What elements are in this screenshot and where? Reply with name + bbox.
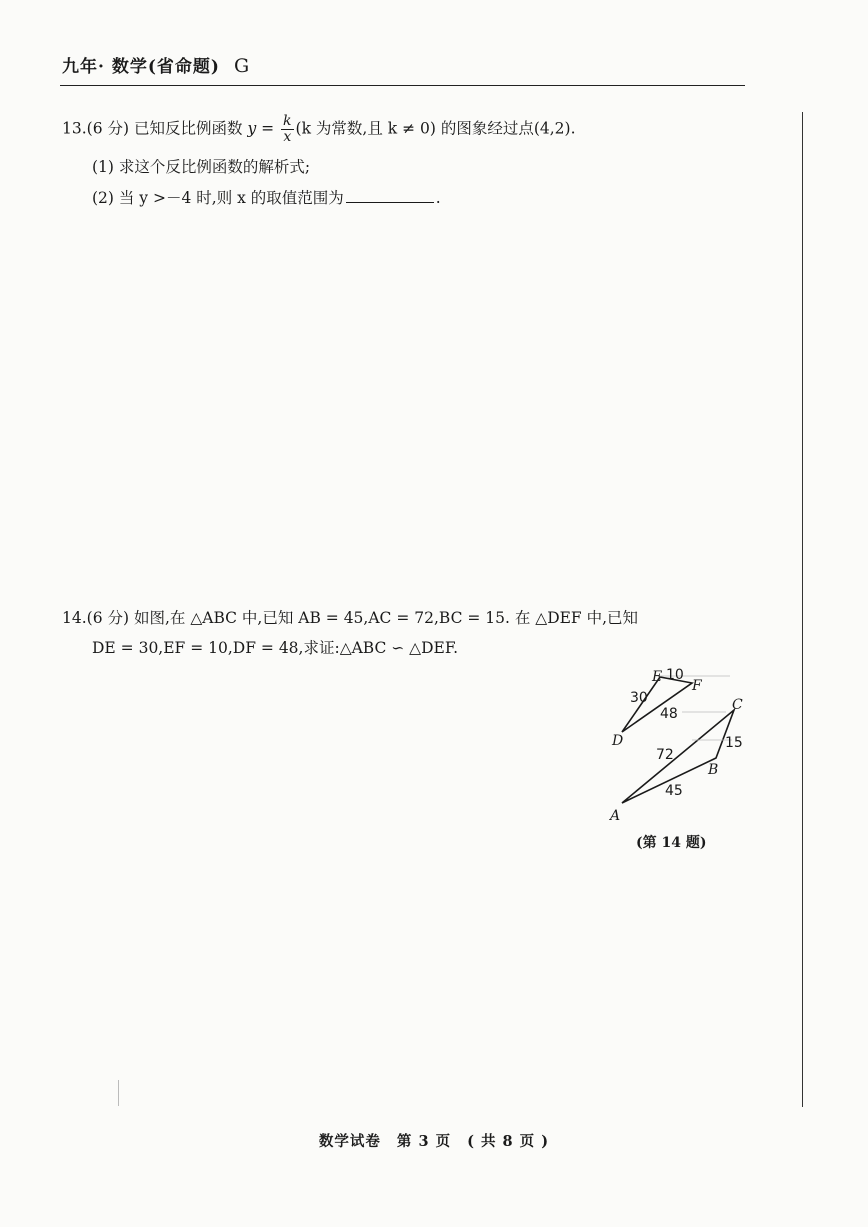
header-letter: G bbox=[233, 55, 251, 77]
side-label-de: 30 bbox=[630, 690, 648, 706]
point-label-b: B bbox=[708, 762, 719, 778]
side-label-ab: 45 bbox=[665, 783, 683, 799]
point-label-d: D bbox=[612, 733, 624, 749]
question-13-condition: (k 为常数,且 k ≠ 0) 的图象经过点(4,2). bbox=[295, 119, 576, 138]
question-13-score: (6 分) bbox=[86, 119, 130, 138]
header-rule bbox=[60, 85, 745, 86]
header-title: 九年· 数学(省命题) bbox=[62, 57, 220, 77]
question-13-part-1: (1) 求这个反比例函数的解析式; bbox=[92, 158, 311, 176]
side-label-df: 48 bbox=[660, 706, 678, 722]
page-header bbox=[62, 52, 250, 77]
question-13-stem-prefix: 已知反比例函数 bbox=[133, 119, 243, 138]
point-label-e: E bbox=[652, 669, 663, 685]
question-14-line-2: DE = 30,EF = 10,DF = 48,求证:△ABC ∽ △DEF. bbox=[92, 639, 459, 657]
side-label-ef: 10 bbox=[666, 667, 684, 683]
point-label-f: F bbox=[692, 678, 702, 694]
footer-subject: 数学试卷 bbox=[318, 1133, 381, 1150]
margin-rule bbox=[802, 112, 803, 1107]
side-label-bc: 15 bbox=[725, 735, 743, 751]
fraction-k-over-x bbox=[281, 114, 293, 145]
fraction-denominator: x bbox=[283, 129, 292, 145]
question-13-part-2-period: . bbox=[435, 189, 441, 207]
triangle-figure bbox=[600, 660, 760, 830]
fraction-numerator: k bbox=[283, 113, 292, 129]
question-14-number: 14. bbox=[62, 609, 87, 627]
question-14-text-1: 如图,在 △ABC 中,已知 AB = 45,AC = 72,BC = 15. 在 △DEF 中,已知 bbox=[133, 609, 639, 627]
question-13-stem bbox=[62, 114, 576, 145]
question-14-score: (6 分) bbox=[86, 609, 130, 627]
question-13-part-2-text: (2) 当 y >－4 时,则 x 的取值范围为 bbox=[92, 189, 344, 207]
scan-mark bbox=[118, 1080, 119, 1106]
point-label-c: C bbox=[732, 697, 743, 713]
side-label-ac: 72 bbox=[656, 747, 674, 763]
question-13-y-equals: y = bbox=[247, 119, 275, 138]
question-13-number: 13. bbox=[62, 119, 87, 138]
footer-page: 第 3 页 bbox=[396, 1133, 452, 1150]
question-13-part-2 bbox=[92, 187, 441, 209]
question-14-line-1 bbox=[62, 607, 638, 629]
page-footer bbox=[0, 1130, 868, 1151]
answer-blank[interactable] bbox=[346, 188, 434, 203]
footer-total: ( 共 8 页 ) bbox=[467, 1133, 550, 1150]
point-label-a: A bbox=[610, 808, 621, 824]
figure-caption: (第 14 题) bbox=[636, 835, 707, 851]
